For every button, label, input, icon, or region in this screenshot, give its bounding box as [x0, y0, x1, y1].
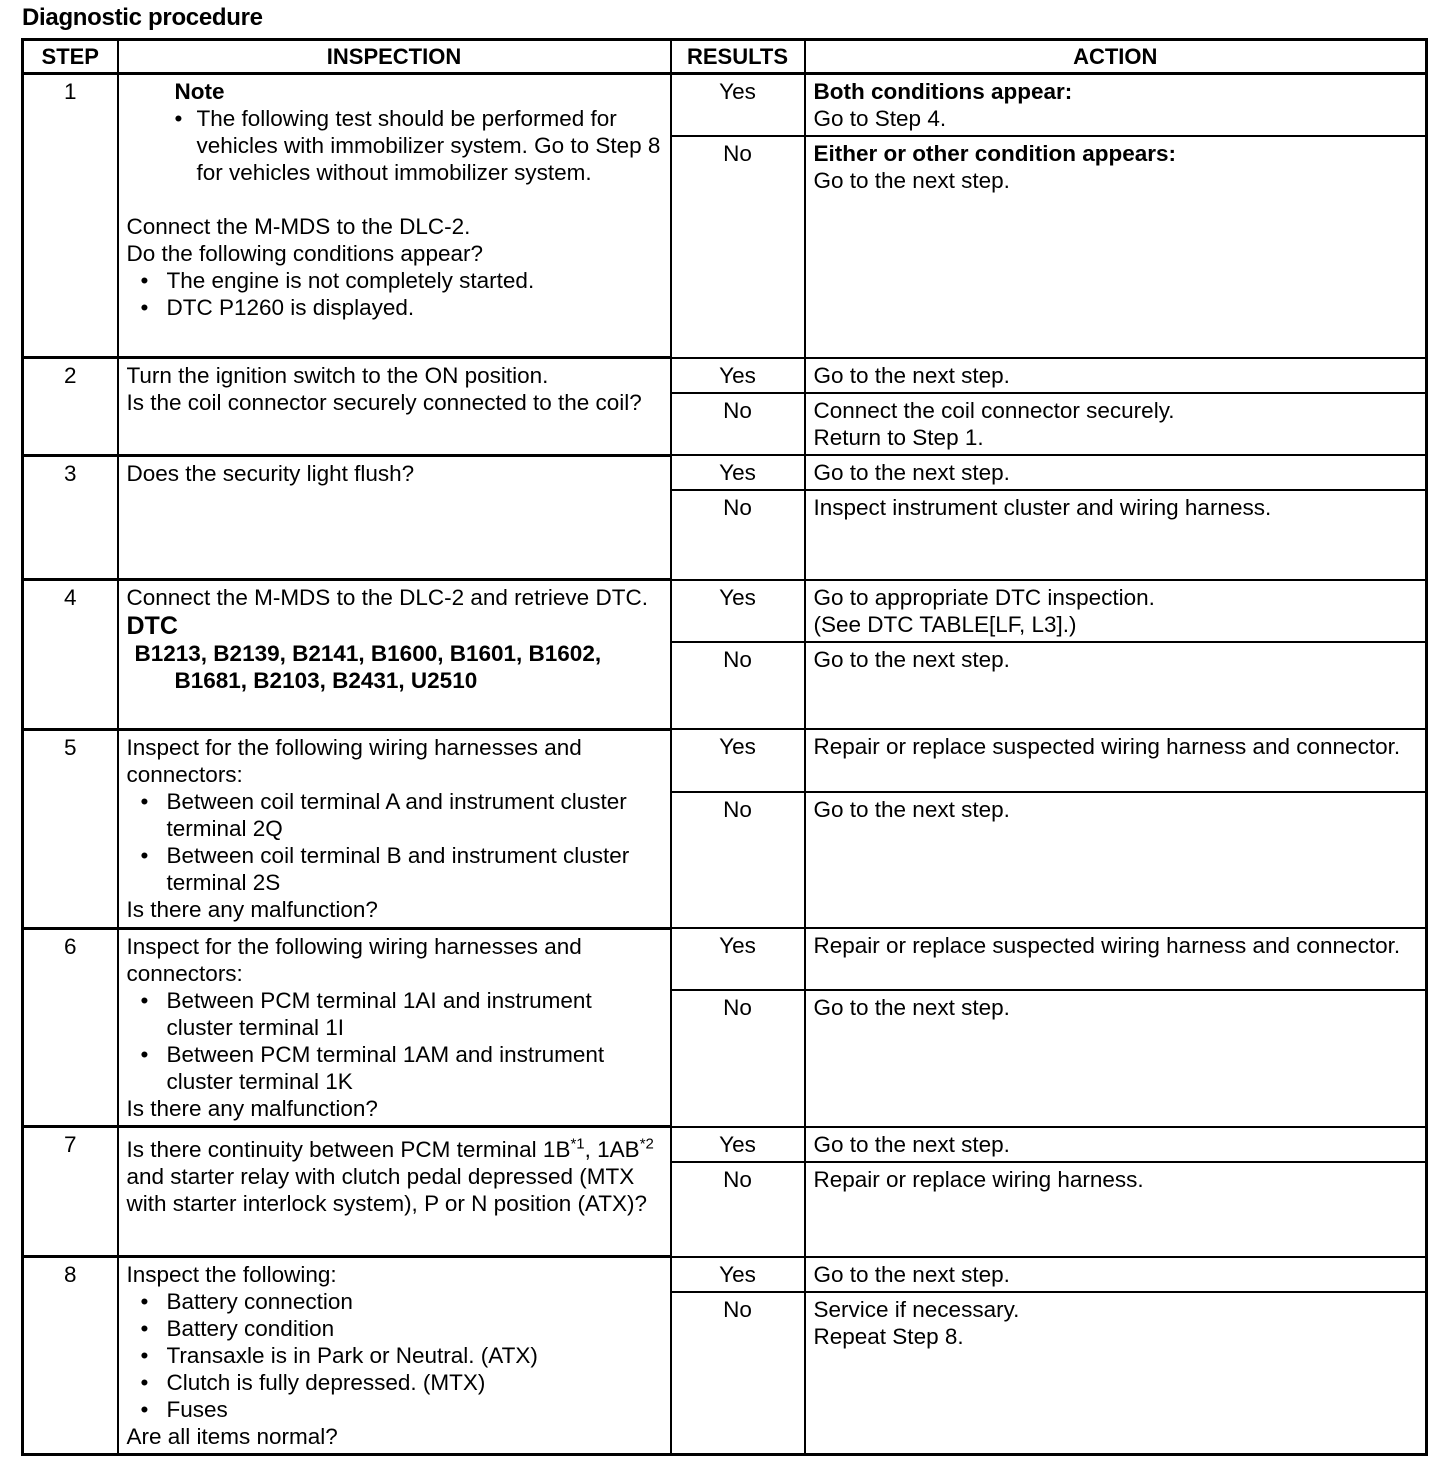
text-line: Are all items normal? — [126, 1424, 338, 1450]
footnote-marker: *1 — [570, 1135, 585, 1153]
bullet-list — [127, 1288, 662, 1423]
action-text: Connect the coil connector securely. — [813, 397, 1175, 423]
result-no: No — [671, 990, 805, 1127]
action-yes: Repair or replace suspected wiring harness and connector. — [805, 729, 1427, 791]
table-row — [23, 358, 1427, 393]
table-row — [23, 74, 1427, 136]
inspection-cell — [118, 74, 671, 358]
result-yes: Yes — [671, 455, 805, 490]
list-item: • The engine is not completely started. — [127, 267, 662, 294]
list-item: • Fuses — [127, 1396, 662, 1423]
table-row — [23, 455, 1427, 490]
step-number: 8 — [23, 1257, 118, 1455]
text-line: Is there any malfunction? — [126, 1095, 378, 1121]
action-yes: Go to the next step. — [805, 1127, 1427, 1162]
table-row — [23, 580, 1427, 642]
text-line: Inspect the following: — [126, 1262, 337, 1288]
table-row — [23, 1127, 1427, 1162]
inspection-cell — [118, 1257, 671, 1455]
text-line: Is the coil connector securely connected to the coil? — [126, 390, 642, 416]
list-item: • Battery condition — [127, 1315, 662, 1342]
action-yes: Repair or replace suspected wiring harness and connector. — [805, 928, 1427, 990]
step-number: 5 — [23, 729, 118, 928]
header-results: RESULTS — [671, 40, 805, 74]
action-no — [805, 393, 1427, 455]
action-no — [805, 136, 1427, 358]
step-number: 4 — [23, 580, 118, 730]
action-no: Go to the next step. — [805, 990, 1427, 1127]
text-line: Connect the M-MDS to the DLC-2. — [126, 214, 471, 239]
result-no: No — [671, 792, 805, 929]
table-row — [23, 928, 1427, 990]
action-text: Go to appropriate DTC inspection. — [813, 584, 1155, 610]
note-heading: Note — [174, 79, 225, 104]
result-yes: Yes — [671, 1127, 805, 1162]
text-segment: , 1AB — [584, 1137, 640, 1163]
action-yes: Go to the next step. — [805, 455, 1427, 490]
list-item: • Between coil terminal A and instrument cluster terminal 2Q — [127, 788, 662, 842]
table-header-row — [23, 40, 1427, 74]
result-yes: Yes — [671, 928, 805, 990]
header-action: ACTION — [805, 40, 1427, 74]
list-item: • Between PCM terminal 1AM and instrument cluster terminal 1K — [127, 1041, 662, 1095]
inspection-cell — [118, 729, 671, 928]
action-no: Inspect instrument cluster and wiring harness. — [805, 490, 1427, 579]
action-text: Return to Step 1. — [813, 424, 984, 450]
table-row — [23, 729, 1427, 791]
text-line: Inspect for the following wiring harnesses and connectors: — [126, 933, 582, 986]
action-yes: Go to the next step. — [805, 1257, 1427, 1292]
text-segment: and starter relay with clutch pedal depressed (MTX with starter interlock system), P or N position (ATX)? — [126, 1164, 648, 1217]
header-step: STEP — [23, 40, 118, 74]
dtc-code-line: B1681, B2103, B2431, U2510 — [174, 668, 478, 694]
inspection-cell — [118, 1127, 671, 1257]
result-no: No — [671, 1292, 805, 1455]
dtc-heading: DTC — [126, 612, 178, 641]
text-line: Turn the ignition switch to the ON position. — [126, 363, 549, 389]
step-number: 7 — [23, 1127, 118, 1257]
inspection-cell — [118, 580, 671, 730]
action-no: Go to the next step. — [805, 792, 1427, 929]
footnote-marker: *2 — [639, 1135, 654, 1153]
action-yes — [805, 580, 1427, 642]
text-line: Do the following conditions appear? — [126, 241, 483, 266]
action-text: Service if necessary. — [813, 1297, 1020, 1322]
result-no: No — [671, 136, 805, 358]
header-inspection: INSPECTION — [118, 40, 671, 74]
list-item: • Between coil terminal B and instrument cluster terminal 2S — [127, 842, 662, 896]
text-line: Inspect for the following wiring harnesses and connectors: — [126, 734, 582, 787]
action-text: (See DTC TABLE[LF, L3].) — [813, 611, 1077, 637]
inspection-cell — [118, 928, 671, 1127]
result-no: No — [671, 393, 805, 455]
result-yes: Yes — [671, 1257, 805, 1292]
bullet-list — [127, 788, 662, 896]
action-yes — [805, 74, 1427, 136]
result-no: No — [671, 642, 805, 729]
result-yes: Yes — [671, 580, 805, 642]
step-number: 1 — [23, 74, 118, 358]
step-number: 2 — [23, 358, 118, 455]
dtc-codes — [127, 640, 662, 694]
list-item: • DTC P1260 is displayed. — [127, 294, 662, 321]
table-row — [23, 1257, 1427, 1292]
list-item: • Battery connection — [127, 1288, 662, 1315]
text-line: Connect the M-MDS to the DLC-2 and retrieve DTC. — [126, 585, 648, 611]
action-no — [805, 1292, 1427, 1455]
action-text: Go to the next step. — [813, 167, 1010, 193]
step-number: 6 — [23, 928, 118, 1127]
action-yes: Go to the next step. — [805, 358, 1427, 393]
dtc-code-line: B1213, B2139, B2141, B1600, B1601, B1602, — [134, 641, 602, 667]
inspection-cell — [118, 358, 671, 455]
step-number: 3 — [23, 455, 118, 580]
action-condition: Both conditions appear: — [813, 79, 1073, 104]
result-yes: Yes — [671, 74, 805, 136]
result-yes: Yes — [671, 358, 805, 393]
inspection-cell: Does the security light flush? — [118, 455, 671, 580]
action-text: Repeat Step 8. — [813, 1324, 964, 1349]
text-segment: Is there continuity between PCM terminal 1B — [126, 1137, 571, 1163]
action-no: Repair or replace wiring harness. — [805, 1162, 1427, 1256]
text-line: Is there any malfunction? — [126, 896, 378, 922]
list-item: • The following test should be performed for vehicles with immobilizer system. Go to Step 8 for vehicles without immobilizer system. — [127, 105, 662, 186]
action-no: Go to the next step. — [805, 642, 1427, 729]
result-no: No — [671, 490, 805, 579]
bullet-list — [127, 987, 662, 1095]
list-item: • Between PCM terminal 1AI and instrument cluster terminal 1I — [127, 987, 662, 1041]
result-yes: Yes — [671, 729, 805, 791]
note-list — [127, 105, 662, 186]
list-item: • Clutch is fully depressed. (MTX) — [127, 1369, 662, 1396]
bullet-list — [127, 267, 662, 321]
page-title: Diagnostic procedure — [22, 4, 263, 31]
action-condition: Either or other condition appears: — [813, 140, 1177, 166]
action-text: Go to Step 4. — [813, 106, 947, 131]
diagnostic-procedure-table — [21, 38, 1428, 1456]
list-item: • Transaxle is in Park or Neutral. (ATX) — [127, 1342, 662, 1369]
result-no: No — [671, 1162, 805, 1256]
